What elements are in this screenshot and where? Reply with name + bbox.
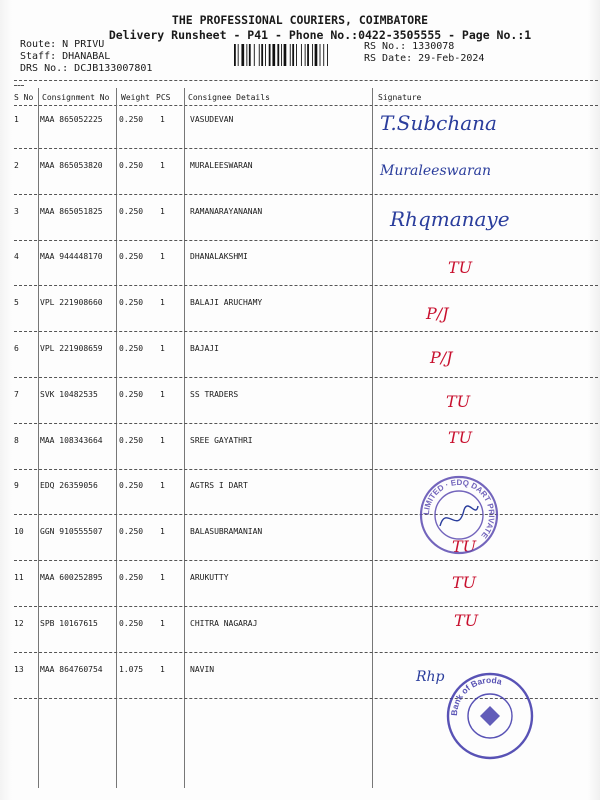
row-consignment-no: SPB 10167615 (40, 618, 98, 628)
row-separator (14, 606, 598, 607)
row-separator (14, 423, 598, 424)
divider-line (14, 80, 598, 81)
row-weight: 0.250 (119, 160, 144, 170)
row-separator (14, 285, 598, 286)
row-sno: 10 (14, 527, 24, 537)
row-pcs: 1 (160, 481, 165, 491)
row-pcs: 1 (160, 618, 165, 628)
row-consignment-no: MAA 108343664 (40, 435, 103, 445)
row-weight: 0.250 (119, 435, 144, 445)
row-consignment-no: MAA 865052225 (40, 115, 103, 124)
row-pcs: 1 (160, 206, 165, 216)
row-sno: 7 (14, 389, 19, 399)
row-pcs: 1 (160, 527, 165, 537)
row-signature: TU (448, 258, 473, 278)
barcode-bar (234, 44, 236, 66)
row-consignee: SREE GAYATHRI (190, 435, 253, 445)
row-sno: 9 (14, 481, 19, 491)
row-consignment-no: MAA 864760754 (40, 664, 103, 674)
divider-stub (14, 85, 24, 86)
row-weight: 0.250 (119, 252, 144, 262)
row-pcs: 1 (160, 160, 165, 170)
row-signature: TU (452, 573, 477, 592)
header-divider (14, 105, 598, 106)
row-sno: 2 (14, 160, 19, 170)
col-header-pcs: PCS (156, 93, 171, 102)
row-consignee: SS TRADERS (190, 389, 239, 399)
barcode-bar (277, 44, 279, 66)
runsheet-subtitle: Delivery Runsheet - P41 - Phone No.:0422-3505555 - Page No.:1 (108, 28, 532, 42)
row-sno: 8 (14, 435, 19, 445)
row-pcs: 1 (160, 252, 165, 262)
route-label: Route: N PRIVU (20, 39, 105, 50)
row-consignment-no: EDQ 26359056 (40, 481, 98, 491)
staff-label: Staff: DHANABAL (20, 51, 111, 62)
row-consignment-no: MAA 600252895 (40, 573, 103, 582)
col-header-consignee: Consignee Details (188, 93, 270, 102)
row-signature: P/J (426, 304, 449, 324)
barcode-bar (281, 44, 282, 66)
row-separator (14, 652, 598, 653)
row-consignee: DHANALAKSHMI (190, 252, 248, 262)
row-separator (14, 377, 598, 378)
row-pcs: 1 (160, 664, 165, 674)
row-weight: 0.250 (119, 481, 144, 491)
barcode-bar (238, 44, 239, 66)
row-consignee: BAJAJI (190, 344, 219, 353)
barcode-bar (290, 44, 291, 66)
row-signature: P/J (430, 348, 453, 367)
row-consignment-no: VPL 221908659 (40, 344, 103, 353)
row-consignee: RAMANARAYANANAN (190, 206, 263, 216)
barcode-bar (269, 44, 271, 66)
row-weight: 0.250 (119, 344, 144, 353)
row-signature: Rhp (416, 668, 445, 685)
row-weight: 0.250 (119, 115, 144, 124)
row-consignee: NAVIN (190, 664, 215, 674)
svg-text:LIMITED · EDQ DART PRIVATE: LIMITED · EDQ DART PRIVATE (421, 477, 497, 541)
barcode-bar (261, 44, 263, 66)
row-weight: 0.250 (119, 573, 144, 582)
barcode-bar (305, 44, 306, 66)
row-weight: 0.250 (119, 206, 144, 216)
barcode-bar (259, 44, 260, 66)
barcode-bar (241, 44, 244, 66)
row-consignment-no: SVK 10482535 (40, 389, 98, 399)
row-separator (14, 194, 598, 195)
row-sno: 13 (14, 664, 24, 674)
row-pcs: 1 (160, 298, 165, 308)
row-consignment-no: VPL 221908660 (40, 298, 103, 308)
row-pcs: 1 (160, 573, 165, 582)
barcode-bar (246, 44, 247, 66)
row-signature: Rhqmanaye (390, 206, 510, 231)
row-separator (14, 240, 598, 241)
row-signature: TU (448, 427, 473, 447)
row-consignee: BALAJI ARUCHAMY (190, 298, 263, 308)
row-sno: 3 (14, 206, 19, 216)
barcode-bar (323, 44, 324, 66)
row-signature: TU (454, 610, 479, 630)
row-signature: TU (452, 537, 477, 557)
row-pcs: 1 (160, 389, 165, 399)
col-header-weight: Weight (121, 93, 150, 102)
row-weight: 0.250 (119, 618, 144, 628)
row-sno: 6 (14, 344, 19, 353)
row-weight: 0.250 (119, 389, 144, 399)
barcode-bar (315, 44, 318, 66)
barcode-bar (249, 44, 251, 66)
row-weight: 0.250 (119, 527, 144, 537)
barcode-bar (320, 44, 321, 66)
row-signature: TU (446, 391, 471, 411)
barcode-bar (301, 44, 302, 66)
row-consignee: ARUKUTTY (190, 573, 229, 582)
rs-number: RS No.: 1330078 (364, 41, 455, 52)
row-separator (14, 148, 598, 149)
row-consignee: VASUDEVAN (190, 115, 234, 124)
barcode-bar (265, 44, 266, 66)
company-stamp (418, 474, 500, 556)
row-consignment-no: MAA 865053820 (40, 160, 103, 170)
row-separator (14, 331, 598, 332)
row-signature: Muraleeswaran (380, 162, 492, 179)
col-header-consignment: Consignment No (42, 93, 110, 102)
barcode-bar (307, 44, 309, 66)
row-sno: 5 (14, 298, 19, 308)
barcode-image (234, 44, 358, 66)
row-sno: 11 (14, 573, 24, 582)
barcode-bar (312, 44, 313, 66)
row-consignee: CHITRA NAGARAJ (190, 618, 258, 628)
row-pcs: 1 (160, 435, 165, 445)
row-separator (14, 514, 598, 515)
row-sno: 4 (14, 252, 19, 262)
col-header-sno: S No (14, 93, 34, 102)
company-title: THE PROFESSIONAL COURIERS, COIMBATORE (171, 13, 429, 27)
row-consignment-no: MAA 865051825 (40, 206, 103, 216)
barcode-bar (272, 44, 275, 66)
row-sno: 1 (14, 115, 19, 124)
row-consignee: AGTRS I DART (190, 481, 248, 491)
col-header-signature: Signature (378, 93, 422, 102)
row-separator (14, 469, 598, 470)
row-weight: 0.250 (119, 298, 144, 308)
row-consignment-no: GGN 910555507 (40, 527, 103, 537)
row-weight: 1.075 (119, 664, 144, 674)
row-pcs: 1 (160, 115, 165, 124)
barcode-bar (296, 44, 297, 66)
barcode-bar (284, 44, 287, 66)
rs-date: RS Date: 29-Feb-2024 (364, 53, 485, 64)
row-consignee: BALASUBRAMANIAN (190, 527, 263, 537)
row-separator (14, 560, 598, 561)
row-pcs: 1 (160, 344, 165, 353)
barcode-bar (292, 44, 294, 66)
barcode-bar (254, 44, 255, 66)
bank-stamp (444, 670, 536, 762)
row-consignment-no: MAA 944448170 (40, 252, 103, 262)
svg-text:Bank of Baroda: Bank of Baroda (448, 674, 504, 717)
drs-number: DRS No.: DCJB133007801 (20, 63, 153, 74)
barcode-bar (327, 44, 328, 66)
row-sno: 12 (14, 618, 24, 628)
row-consignee: MURALEESWARAN (190, 160, 253, 170)
row-signature: T.Subchana (380, 111, 497, 135)
